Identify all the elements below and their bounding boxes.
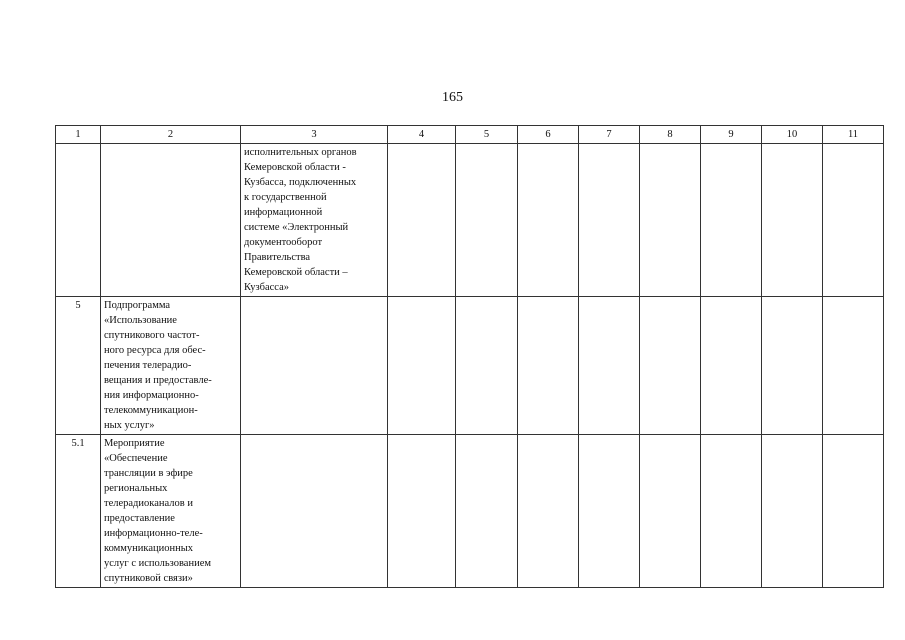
header-cell: 1 <box>56 126 101 144</box>
empty-cell <box>456 297 518 435</box>
row-indicator-cell <box>241 435 388 588</box>
empty-cell <box>518 297 579 435</box>
row-name-cell: Мероприятие «Обеспечение трансляции в эфире региональных телерадиоканалов и предоставление информационно-теле- коммуникационных услуг с использованием спутниковой связи» <box>101 435 241 588</box>
empty-cell <box>762 297 823 435</box>
header-cell: 9 <box>701 126 762 144</box>
empty-cell <box>701 144 762 297</box>
empty-cell <box>701 435 762 588</box>
header-cell: 8 <box>640 126 701 144</box>
empty-cell <box>762 144 823 297</box>
row-indicator-cell <box>241 297 388 435</box>
empty-cell <box>823 435 884 588</box>
empty-cell <box>701 297 762 435</box>
header-cell: 4 <box>388 126 456 144</box>
header-cell: 2 <box>101 126 241 144</box>
empty-cell <box>388 144 456 297</box>
table-row <box>56 435 884 588</box>
empty-cell <box>640 435 701 588</box>
empty-cell <box>388 435 456 588</box>
empty-cell <box>762 435 823 588</box>
empty-cell <box>579 144 640 297</box>
empty-cell <box>579 435 640 588</box>
empty-cell <box>456 435 518 588</box>
row-number-cell: 5 <box>56 297 101 435</box>
empty-cell <box>388 297 456 435</box>
row-indicator-cell: исполнительных органов Кемеровской области - Кузбасса, подключенных к государственной информационной системе «Электронный документооборот Правительства Кемеровской области – Кузбасса» <box>241 144 388 297</box>
empty-cell <box>823 144 884 297</box>
header-cell: 11 <box>823 126 884 144</box>
empty-cell <box>823 297 884 435</box>
header-row <box>56 126 884 144</box>
empty-cell <box>518 144 579 297</box>
header-cell: 7 <box>579 126 640 144</box>
empty-cell <box>456 144 518 297</box>
header-cell: 3 <box>241 126 388 144</box>
header-cell: 5 <box>456 126 518 144</box>
empty-cell <box>518 435 579 588</box>
program-table <box>55 125 884 588</box>
empty-cell <box>640 144 701 297</box>
empty-cell <box>640 297 701 435</box>
row-number-cell: 5.1 <box>56 435 101 588</box>
row-name-cell: Подпрограмма «Использование спутникового частот- ного ресурса для обес- печения телерадио- вещания и предоставле- ния информационно- телекоммуникацион- ных услуг» <box>101 297 241 435</box>
table-row <box>56 144 884 297</box>
header-cell: 10 <box>762 126 823 144</box>
empty-cell <box>579 297 640 435</box>
row-name-cell <box>101 144 241 297</box>
row-number-cell <box>56 144 101 297</box>
header-cell: 6 <box>518 126 579 144</box>
page-number: 165 <box>442 90 463 105</box>
table-row <box>56 297 884 435</box>
